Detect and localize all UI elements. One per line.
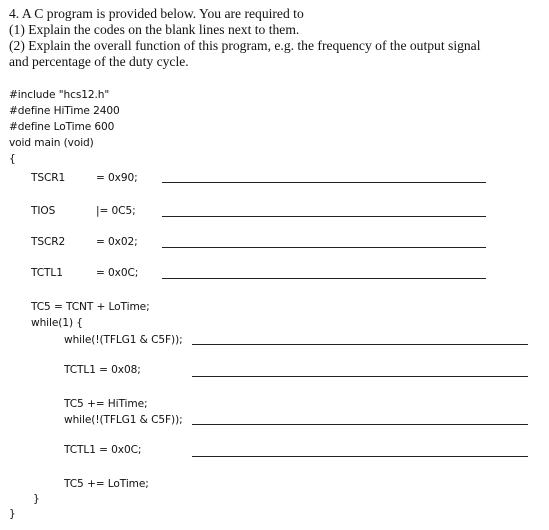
code-tscr1-reg: TSCR1 [31, 172, 66, 184]
code-close-main: } [9, 508, 16, 520]
code-tc5-hi: TC5 += HiTime; [64, 398, 148, 410]
answer-blank-tscr2 [162, 247, 486, 248]
code-tc5-init: TC5 = TCNT + LoTime; [31, 301, 150, 313]
question-line-4: and percentage of the duty cycle. [9, 54, 189, 69]
question-line-1: 4. A C program is provided below. You are required to [9, 6, 304, 21]
code-tscr2-val: = 0x02; [96, 236, 138, 248]
code-tctl1-val: = 0x0C; [96, 267, 139, 279]
code-define-lo: #define LoTime 600 [9, 121, 115, 133]
code-tscr1-val: = 0x90; [96, 172, 138, 184]
code-include: #include "hcs12.h" [9, 89, 110, 101]
code-while-loop: while(1) { [31, 317, 83, 329]
code-tios-reg: TIOS [31, 205, 56, 217]
code-tscr2-reg: TSCR2 [31, 236, 66, 248]
answer-blank-wait-2 [192, 424, 528, 425]
answer-blank-tscr1 [162, 182, 486, 183]
code-main-sig: void main (void) [9, 137, 94, 149]
answer-blank-tctl1-0c [192, 456, 528, 457]
code-close-loop: } [33, 493, 40, 505]
code-define-hi: #define HiTime 2400 [9, 105, 120, 117]
code-tc5-lo: TC5 += LoTime; [64, 478, 149, 490]
code-wait-1: while(!(TFLG1 & C5F)); [64, 334, 183, 346]
answer-blank-wait-1 [192, 344, 528, 345]
code-tctl1-reg: TCTL1 [31, 267, 63, 279]
code-wait-2: while(!(TFLG1 & C5F)); [64, 414, 183, 426]
answer-blank-tctl1 [162, 278, 486, 279]
answer-blank-tctl1-08 [192, 376, 528, 377]
code-tctl1-0c: TCTL1 = 0x0C; [64, 444, 142, 456]
code-tios-val: |= 0C5; [96, 205, 136, 217]
code-open-brace: { [9, 153, 16, 165]
question-line-3: (2) Explain the overall function of this program, e.g. the frequency of the output signal [9, 38, 481, 53]
answer-blank-tios [162, 216, 486, 217]
code-tctl1-08: TCTL1 = 0x08; [64, 364, 141, 376]
question-line-2: (1) Explain the codes on the blank lines next to them. [9, 22, 300, 37]
